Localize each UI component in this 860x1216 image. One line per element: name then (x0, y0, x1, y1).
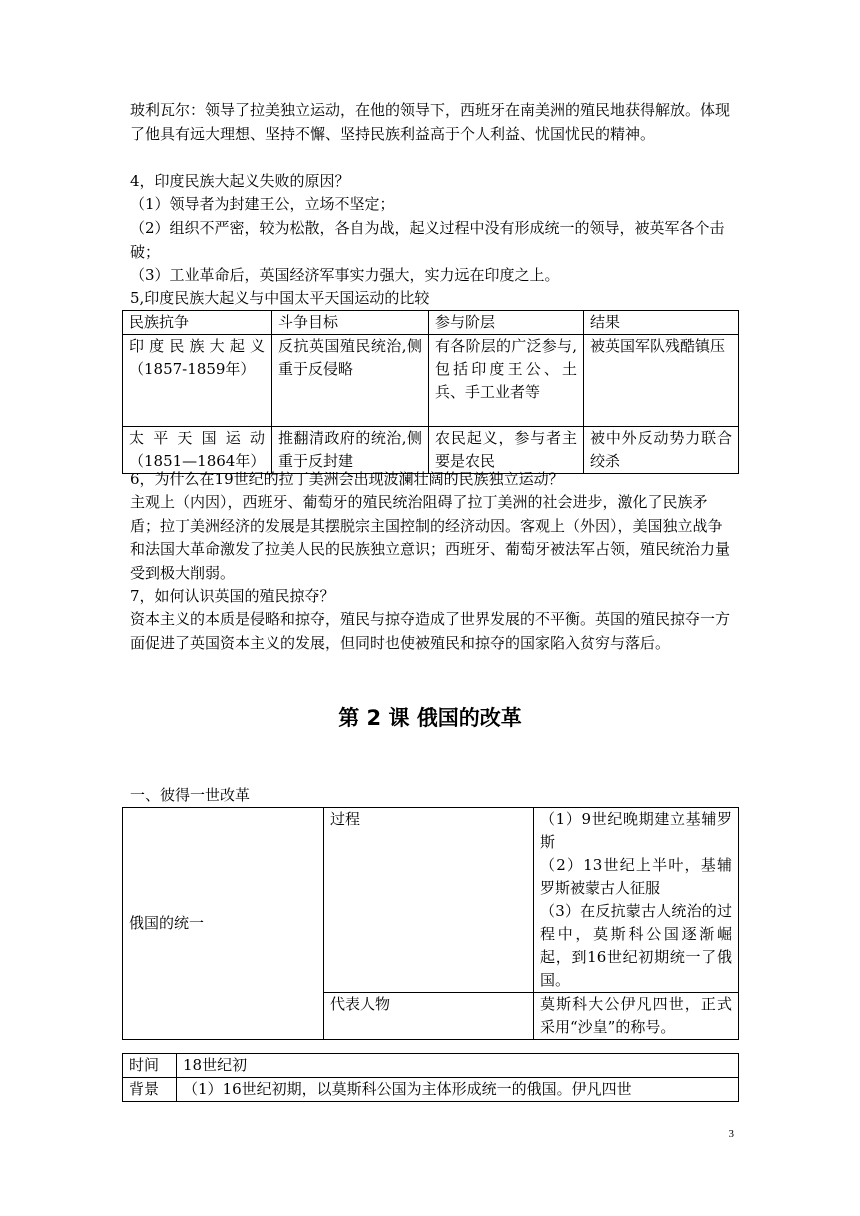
table-cell: 反抗英国殖民统治,侧重于反侵略 (272, 335, 429, 427)
header-cell: 参与阶层 (429, 311, 584, 335)
comparison-table (122, 310, 739, 474)
lesson-title: 第 2 课 俄国的改革 (338, 706, 522, 730)
time-background-table (122, 1053, 739, 1102)
table-row (123, 808, 739, 993)
table-row (123, 1054, 739, 1078)
answer-6: 主观上（内因），西班牙、葡萄牙的殖民统治阻碍了拉丁美洲的社会进步，激化了民族矛盾；拉丁美洲经济的发展是其摆脱宗主国控制的经济动因。客观上（外因），美国独立战争和法国大革命激发了拉美人民的民族独立意识；西班牙、葡萄牙被法军占领，殖民统治力量受到极大削弱。 (130, 493, 731, 582)
header-cell: 斗争目标 (272, 311, 429, 335)
table-cell-value: 莫斯科大公伊凡四世，正式采用“沙皇”的称号。 (534, 993, 739, 1040)
unification-table (122, 807, 739, 1040)
table-cell-label: 过程 (324, 808, 534, 993)
table-cell-value: （1）16世纪初期，以莫斯科公国为主体形成统一的俄国。伊凡四世 (177, 1078, 739, 1102)
header-cell: 民族抗争 (123, 311, 272, 335)
table-cell: 被中外反动势力联合绞杀 (584, 427, 739, 474)
question-4: 4，印度民族大起义失败的原因？ (130, 172, 350, 190)
table-cell-left: 俄国的统一 (123, 808, 324, 1040)
table-cell-label: 时间 (123, 1054, 177, 1078)
table-row (123, 335, 739, 427)
table-row (123, 427, 739, 474)
table-row (123, 1078, 739, 1102)
table-cell: 有各阶层的广泛参与,包括印度王公、土兵、手工业者等 (429, 335, 584, 427)
table-cell: 被英国军队残酷镇压 (584, 335, 739, 427)
table-header-row (123, 311, 739, 335)
table-cell: 推翻清政府的统治,侧重于反封建 (272, 427, 429, 474)
question-5: 5,印度民族大起义与中国太平天国运动的比较 (130, 289, 430, 307)
table-cell-value: （1）9世纪晚期建立基辅罗斯 （2）13世纪上半叶，基辅罗斯被蒙古人征服 （3）在反抗蒙古人统治的过程中，莫斯科公国逐渐崛起，到16世纪初期统一了俄国。 (534, 808, 739, 993)
answer-7: 资本主义的本质是侵略和掠夺，殖民与掠夺造成了世界发展的不平衡。英国的殖民掠夺一方面促进了英国资本主义的发展，但同时也使被殖民和掠夺的国家陷入贫穷与落后。 (130, 610, 731, 652)
table-cell: 农民起义，参与者主要是农民 (429, 427, 584, 474)
table-cell: 印度民族大起义（1857-1859年） (123, 335, 272, 427)
answer-4-1: （1）领导者为封建王公，立场不坚定； (130, 195, 395, 213)
table-cell-label: 代表人物 (324, 993, 534, 1040)
header-cell: 结果 (584, 311, 739, 335)
question-6: 6，为什么在19世纪的拉丁美洲会出现波澜壮阔的民族独立运动？ (130, 470, 564, 488)
question-7: 7，如何认识英国的殖民掠夺？ (130, 587, 335, 605)
table-cell: 太平天国运动（1851—1864年） (123, 427, 272, 474)
paragraph-bolivar: 玻利瓦尔：领导了拉美独立运动，在他的领导下，西班牙在南美洲的殖民地获得解放。体现了他具有远大理想、坚持不懈、坚持民族利益高于个人利益、忧国忧民的精神。 (130, 101, 731, 143)
table-cell-label: 背景 (123, 1078, 177, 1102)
section-label: 一、彼得一世改革 (130, 786, 251, 804)
table-cell-value: 18世纪初 (177, 1054, 739, 1078)
answer-4-2: （2）组织不严密，较为松散，各自为战，起义过程中没有形成统一的领导，被英军各个击破； (130, 219, 725, 261)
answer-4-3: （3）工业革命后，英国经济军事实力强大，实力远在印度之上。 (130, 266, 560, 284)
page-number: 3 (728, 1128, 734, 1140)
